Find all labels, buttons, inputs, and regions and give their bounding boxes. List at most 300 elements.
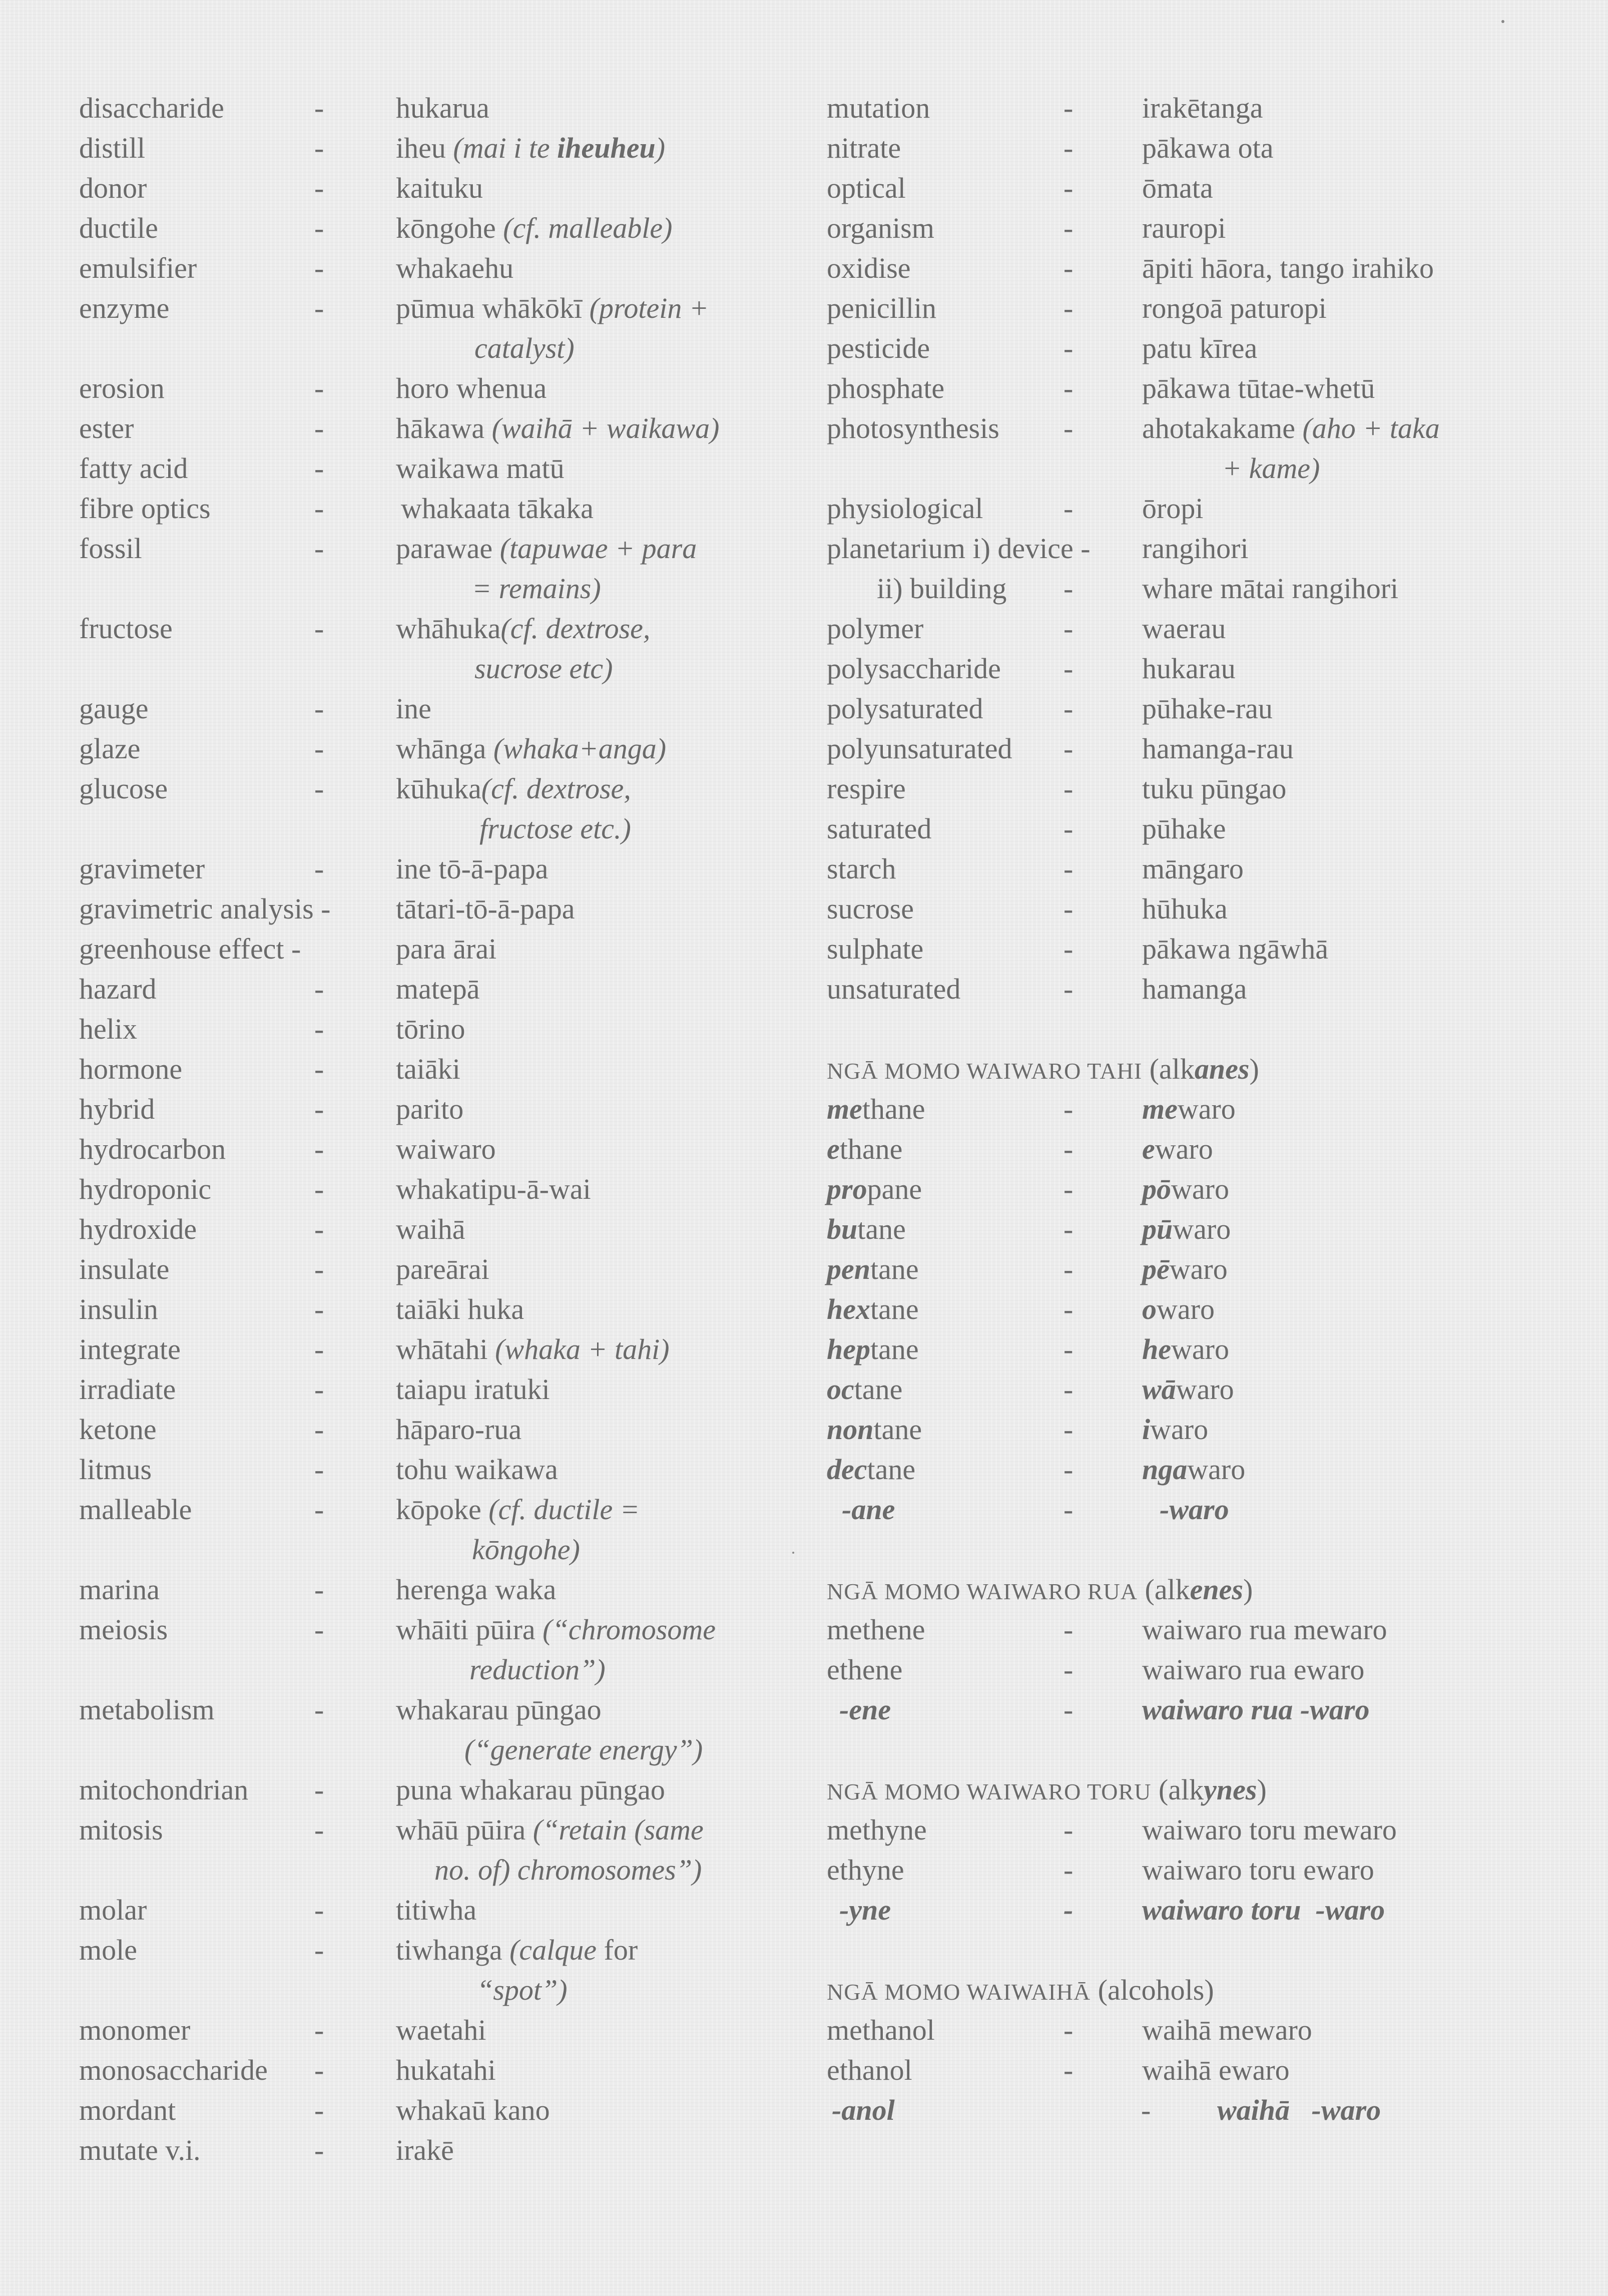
- entry-row: [79, 1169, 790, 1209]
- entry-row: [827, 769, 1567, 809]
- entry-row: [827, 889, 1567, 929]
- maori-term: horo whenua: [396, 372, 547, 404]
- separator: -: [1063, 132, 1074, 164]
- maori-term: [1142, 1129, 1213, 1169]
- english-subterm: ii) building: [877, 572, 1007, 605]
- prefix: pro: [827, 1173, 867, 1205]
- separator: -: [1063, 1253, 1074, 1285]
- english-term: planetarium i) device -: [827, 532, 1091, 565]
- entry-row: [79, 1369, 790, 1410]
- english-suffix: -ane: [842, 1493, 895, 1526]
- english-term: pesticide: [827, 332, 930, 364]
- entry-row: [79, 1450, 790, 1490]
- prefix: pen: [827, 1253, 870, 1285]
- prefix: me: [1142, 1093, 1178, 1125]
- maori-word: kūhuka: [396, 772, 481, 805]
- separator: -: [314, 852, 324, 885]
- note-continuation: (“generate energy”): [464, 1733, 703, 1766]
- stem: waro: [1177, 1093, 1236, 1125]
- english-term: gravimetric analysis -: [79, 892, 331, 925]
- maori-word: pūmua whākōkī: [396, 292, 590, 324]
- maori-term: hamanga: [1142, 973, 1247, 1005]
- entry-row: [79, 128, 790, 168]
- entry-row: [79, 1249, 790, 1289]
- alkane-row: [827, 1089, 1567, 1129]
- entry-row: [79, 849, 790, 889]
- english-suffix: -anol: [832, 2094, 895, 2126]
- separator: -: [1063, 2014, 1074, 2046]
- separator: -: [1063, 1854, 1074, 1886]
- maori-term: hukarua: [396, 92, 489, 124]
- alkane-row: [827, 1450, 1567, 1490]
- note: (calque: [509, 1934, 597, 1966]
- entry-row: [79, 969, 790, 1009]
- entry-row: [79, 1129, 790, 1169]
- maori-term: pākawa ngāwhā: [1142, 933, 1328, 965]
- alkyne-suffix-row: [827, 1890, 1567, 1930]
- alkane-row: [827, 1169, 1567, 1209]
- maori-term: [396, 408, 719, 448]
- separator: -: [314, 492, 324, 525]
- entry-row: [79, 1089, 790, 1129]
- english-term: erosion: [79, 372, 165, 404]
- heading-text: [827, 1970, 1214, 2012]
- entry-row: [79, 929, 790, 969]
- separator: -: [1063, 1373, 1074, 1406]
- separator: -: [1063, 612, 1074, 645]
- separator: -: [1063, 732, 1074, 765]
- note-emphasis: iheuheu: [557, 132, 656, 164]
- maori-term: waiwaro rua ewaro: [1142, 1653, 1365, 1686]
- maori-term: [396, 1610, 716, 1650]
- maori-term: waihā: [396, 1213, 465, 1245]
- note: (whaka + tahi): [495, 1333, 670, 1365]
- english-term: hybrid: [79, 1093, 155, 1125]
- separator: -: [314, 1133, 324, 1165]
- prefix: me: [827, 1093, 862, 1125]
- note: (aho + taka: [1302, 412, 1440, 444]
- heading-smallcaps: NGĀ MOMO WAIWAIHĀ: [827, 1979, 1091, 2005]
- english-term: mordant: [79, 2094, 176, 2126]
- speck-mark: [1501, 20, 1504, 23]
- entry-row: [827, 208, 1567, 248]
- prefix: non: [827, 1413, 874, 1446]
- prefix: pū: [1142, 1213, 1173, 1245]
- note-continuation: = remains): [472, 572, 601, 605]
- maori-term: [1142, 1209, 1231, 1249]
- note: (waihā + waikawa): [491, 412, 720, 444]
- separator: -: [1063, 292, 1074, 324]
- maori-term: parito: [396, 1093, 464, 1125]
- heading-tail: ): [1249, 1053, 1259, 1085]
- english-term: greenhouse effect -: [79, 933, 301, 965]
- heading-tail-emphasis: ynes: [1204, 1773, 1257, 1806]
- entry-row: [827, 128, 1567, 168]
- section-heading-alcohols: [827, 1970, 1567, 2010]
- entry-row: [79, 689, 790, 729]
- english-term: gravimeter: [79, 852, 205, 885]
- english-term: helix: [79, 1013, 137, 1045]
- maori-term: [1142, 1450, 1245, 1490]
- english-term: mutation: [827, 92, 930, 124]
- section-heading-alkynes: [827, 1770, 1567, 1810]
- english-term: hydrocarbon: [79, 1133, 226, 1165]
- maori-term: [1142, 1169, 1229, 1209]
- note-continuation: + kame): [1222, 452, 1320, 485]
- separator: -: [314, 252, 324, 284]
- maori-word: whāiti pūira: [396, 1613, 543, 1646]
- note-continuation: “spot”): [477, 1974, 568, 2006]
- maori-word: hākawa: [396, 412, 492, 444]
- maori-term: titiwha: [396, 1894, 477, 1926]
- separator: -: [1063, 372, 1074, 404]
- maori-term: [396, 1490, 640, 1530]
- separator: -: [1063, 1333, 1074, 1365]
- english-term: fibre optics: [79, 492, 211, 525]
- english-term: ethanol: [827, 2054, 912, 2086]
- maori-term: waetahi: [396, 2014, 486, 2046]
- heading-tail: (alk: [1138, 1573, 1190, 1606]
- heading-tail: ): [1257, 1773, 1267, 1806]
- note-continuation: reduction”): [469, 1653, 606, 1686]
- english-term: organism: [827, 212, 934, 244]
- english-term: methyne: [827, 1813, 927, 1846]
- stem: waro: [1169, 1253, 1228, 1285]
- maori-term: whakaehu: [396, 252, 514, 284]
- alkane-row: [827, 1289, 1567, 1329]
- entry-row: [79, 1329, 790, 1369]
- english-term: metabolism: [79, 1693, 215, 1726]
- maori-term: hukarau: [1142, 652, 1236, 685]
- separator: -: [314, 1253, 324, 1285]
- entry-row: [79, 609, 790, 689]
- note-continuation: catalyst): [474, 332, 575, 364]
- maori-suffix: waiwaro rua -waro: [1142, 1693, 1370, 1726]
- maori-term: rangihori: [1142, 532, 1249, 565]
- section-heading-alkanes: [827, 1049, 1567, 1089]
- separator: -: [314, 1773, 324, 1806]
- prefix: nga: [1142, 1453, 1188, 1486]
- english-term: hazard: [79, 973, 157, 1005]
- english-term: emulsifier: [79, 252, 197, 284]
- maori-term: tōrino: [396, 1013, 465, 1045]
- english-term: [827, 1329, 919, 1369]
- entry-row: [79, 1810, 790, 1890]
- separator: -: [1063, 212, 1074, 244]
- maori-term: whakarau pūngao: [396, 1693, 602, 1726]
- maori-term: tohu waikawa: [396, 1453, 558, 1486]
- separator: -: [314, 1613, 324, 1646]
- english-term: insulin: [79, 1293, 158, 1325]
- separator: -: [1063, 1613, 1074, 1646]
- entry-row: [79, 1930, 790, 2010]
- english-term: hydroponic: [79, 1173, 212, 1205]
- maori-term: ine: [396, 692, 431, 725]
- heading-smallcaps: NGĀ MOMO WAIWARO TORU: [827, 1779, 1152, 1804]
- note-continuation: fructose etc.): [479, 812, 631, 845]
- entry-row: [827, 729, 1567, 769]
- maori-word: iheu: [396, 132, 453, 164]
- english-term: ethene: [827, 1653, 903, 1686]
- english-term: meiosis: [79, 1613, 168, 1646]
- maori-term: para ārai: [396, 933, 497, 965]
- entry-row: [827, 408, 1567, 489]
- separator: -: [314, 1053, 324, 1085]
- entry-row: [79, 2050, 790, 2090]
- separator: -: [314, 1173, 324, 1205]
- heading-text: [827, 1770, 1267, 1812]
- english-term: fatty acid: [79, 452, 188, 485]
- entry-row: [79, 1890, 790, 1930]
- alkane-row: [827, 1369, 1567, 1410]
- maori-term: puna whakarau pūngao: [396, 1773, 665, 1806]
- english-term: malleable: [79, 1493, 192, 1526]
- maori-term: māngaro: [1142, 852, 1244, 885]
- maori-term: [396, 1930, 638, 1970]
- prefix: wā: [1142, 1373, 1176, 1406]
- english-term: glucose: [79, 772, 168, 805]
- separator: -: [1063, 172, 1074, 204]
- english-term: hormone: [79, 1053, 183, 1085]
- separator: -: [314, 732, 324, 765]
- stem: waro: [1176, 1373, 1234, 1406]
- entry-row: [79, 1049, 790, 1089]
- note: (whaka+anga): [493, 732, 667, 765]
- separator: -: [1063, 812, 1074, 845]
- maori-term: patu kīrea: [1142, 332, 1258, 364]
- note: (mai i te: [453, 132, 558, 164]
- heading-text: [827, 1049, 1259, 1091]
- maori-word: kōngohe: [396, 212, 503, 244]
- entry-row: [827, 689, 1567, 729]
- maori-term: [396, 1810, 704, 1850]
- separator: -: [1063, 852, 1074, 885]
- note-continuation: no. of) chromosomes”): [434, 1854, 702, 1886]
- stem: tane: [870, 1253, 919, 1285]
- heading-tail: ): [1243, 1573, 1253, 1606]
- stem: waro: [1155, 1133, 1213, 1165]
- entry-row: [79, 408, 790, 448]
- separator: -: [314, 1693, 324, 1726]
- english-suffix: -ene: [839, 1693, 891, 1726]
- maori-term: [396, 1329, 670, 1369]
- maori-term: waiwaro toru mewaro: [1142, 1813, 1397, 1846]
- maori-term: whakatipu-ā-wai: [396, 1173, 591, 1205]
- note: (cf. ductile =: [488, 1493, 640, 1526]
- prefix: hex: [827, 1293, 870, 1325]
- maori-term: [1142, 1410, 1208, 1450]
- maori-term: taiāki: [396, 1053, 460, 1085]
- separator: -: [314, 212, 324, 244]
- stem: waro: [1173, 1213, 1231, 1245]
- english-term: hydroxide: [79, 1213, 197, 1245]
- note-continuation: kōngohe): [472, 1533, 580, 1566]
- stem: waro: [1187, 1453, 1246, 1486]
- separator: -: [1063, 692, 1074, 725]
- entry-row: [79, 368, 790, 408]
- maori-word: kōpoke: [396, 1493, 489, 1526]
- entry-row: [79, 1690, 790, 1770]
- prefix: pē: [1142, 1253, 1170, 1285]
- separator: -: [1063, 1093, 1074, 1125]
- english-term: litmus: [79, 1453, 152, 1486]
- stem: tane: [870, 1293, 919, 1325]
- maori-term: ōropi: [1142, 492, 1204, 525]
- separator: -: [1063, 252, 1074, 284]
- spacer: [827, 1530, 1567, 1570]
- alkene-row: [827, 1610, 1567, 1650]
- alcohol-row: [827, 2050, 1567, 2090]
- entry-row: [827, 168, 1567, 208]
- maori-term: [396, 529, 697, 569]
- alkane-suffix-row: [827, 1490, 1567, 1530]
- prefix: oc: [827, 1373, 854, 1406]
- english-term: marina: [79, 1573, 160, 1606]
- entry-row: [79, 168, 790, 208]
- separator: -: [1063, 1693, 1074, 1726]
- english-term: optical: [827, 172, 906, 204]
- heading-tail-emphasis: enes: [1190, 1573, 1243, 1606]
- english-term: enzyme: [79, 292, 170, 324]
- english-term: phosphate: [827, 372, 945, 404]
- separator: -: [1063, 1293, 1074, 1325]
- heading-tail-emphasis: anes: [1194, 1053, 1250, 1085]
- maori-term: [1142, 1329, 1229, 1369]
- maori-term: ōmata: [1142, 172, 1213, 204]
- entry-row: [827, 529, 1567, 609]
- entry-row: [827, 969, 1567, 1009]
- alkane-row: [827, 1410, 1567, 1450]
- maori-term: hukatahi: [396, 2054, 496, 2086]
- alcohol-suffix-row: [827, 2090, 1567, 2130]
- maori-term: hamanga-rau: [1142, 732, 1294, 765]
- separator: -: [1063, 772, 1074, 805]
- spacer: [827, 1930, 1567, 1970]
- english-term: irradiate: [79, 1373, 176, 1406]
- entry-row: [827, 649, 1567, 689]
- separator: -: [1063, 2054, 1074, 2086]
- maori-word: whāū pūira: [396, 1813, 533, 1846]
- separator: -: [314, 372, 324, 404]
- maori-term: pākawa tūtae-whetū: [1142, 372, 1375, 404]
- entry-row: [79, 448, 790, 489]
- english-term: oxidise: [827, 252, 911, 284]
- maori-term: whakaata tākaka: [401, 492, 594, 525]
- maori-term: irakē: [396, 2134, 454, 2166]
- maori-term: [1142, 1089, 1236, 1129]
- entry-row: [79, 2090, 790, 2130]
- separator: -: [1063, 1213, 1074, 1245]
- stem: tane: [873, 1413, 922, 1446]
- entry-row: [827, 929, 1567, 969]
- prefix: bu: [827, 1213, 858, 1245]
- english-term: polysaccharide: [827, 652, 1001, 685]
- separator: -: [314, 1213, 324, 1245]
- entry-row: [79, 2010, 790, 2050]
- entry-row: [79, 729, 790, 769]
- alkane-row: [827, 1249, 1567, 1289]
- separator: -: [314, 612, 324, 645]
- separator: -: [314, 1013, 324, 1045]
- english-term: photosynthesis: [827, 412, 999, 444]
- english-term: saturated: [827, 812, 932, 845]
- separator: -: [314, 1093, 324, 1125]
- separator: -: [1063, 1453, 1074, 1486]
- separator: -: [1063, 1813, 1074, 1846]
- english-term: ethyne: [827, 1854, 904, 1886]
- maori-term: hāparo-rua: [396, 1413, 522, 1446]
- english-term: fructose: [79, 612, 173, 645]
- maori-term: pūhake-rau: [1142, 692, 1273, 725]
- maori-term: waiwaro: [396, 1133, 496, 1165]
- english-term: [827, 1450, 915, 1490]
- separator: -: [314, 772, 324, 805]
- english-term: disaccharide: [79, 92, 224, 124]
- entry-row: [827, 288, 1567, 328]
- separator: -: [314, 1813, 324, 1846]
- maori-term: kaituku: [396, 172, 483, 204]
- maori-term: āpiti hāora, tango irahiko: [1142, 252, 1434, 284]
- stem: waro: [1157, 1293, 1215, 1325]
- maori-term: [1142, 1369, 1234, 1410]
- alkyne-row: [827, 1810, 1567, 1850]
- english-term: mutate v.i.: [79, 2134, 201, 2166]
- stem: thane: [839, 1133, 903, 1165]
- maori-term: whakaū kano: [396, 2094, 550, 2126]
- note: (cf. dextrose,: [500, 612, 651, 645]
- spacer: [827, 1009, 1567, 1049]
- separator: -: [314, 2014, 324, 2046]
- english-term: methanol: [827, 2014, 935, 2046]
- stem: tane: [867, 1453, 916, 1486]
- entry-row: [79, 88, 790, 128]
- maori-term: taiāki huka: [396, 1293, 524, 1325]
- alkene-row: [827, 1650, 1567, 1690]
- separator: -: [314, 1493, 324, 1526]
- separator: -: [314, 452, 324, 485]
- heading-tail: (alk: [1142, 1053, 1195, 1085]
- english-term: [827, 1209, 906, 1249]
- entry-row: [827, 368, 1567, 408]
- english-term: insulate: [79, 1253, 170, 1285]
- maori-word: ahotakakame: [1142, 412, 1303, 444]
- maori-term: rauropi: [1142, 212, 1226, 244]
- maori-term: pākawa ota: [1142, 132, 1274, 164]
- maori-term: waiwaro rua mewaro: [1142, 1613, 1387, 1646]
- english-term: methene: [827, 1613, 925, 1646]
- entry-row: [827, 88, 1567, 128]
- heading-smallcaps: NGĀ MOMO WAIWARO RUA: [827, 1579, 1138, 1604]
- maori-term: herenga waka: [396, 1573, 557, 1606]
- maori-word: whātahi: [396, 1333, 495, 1365]
- entry-row: [79, 1570, 790, 1610]
- prefix: pō: [1142, 1173, 1171, 1205]
- entry-row: [79, 2130, 790, 2170]
- english-term: distill: [79, 132, 146, 164]
- separator: -: [314, 1373, 324, 1406]
- entry-row: [79, 208, 790, 248]
- note: (tapuwae + para: [499, 532, 697, 565]
- entry-row: [827, 328, 1567, 368]
- separator: -: [314, 2134, 324, 2166]
- english-term: [827, 1169, 922, 1209]
- maori-term: pūhake: [1142, 812, 1226, 845]
- english-term: [827, 1410, 922, 1450]
- separator: -: [1063, 332, 1074, 364]
- entry-row: [827, 809, 1567, 849]
- prefix: hep: [827, 1333, 870, 1365]
- maori-term: [396, 609, 650, 649]
